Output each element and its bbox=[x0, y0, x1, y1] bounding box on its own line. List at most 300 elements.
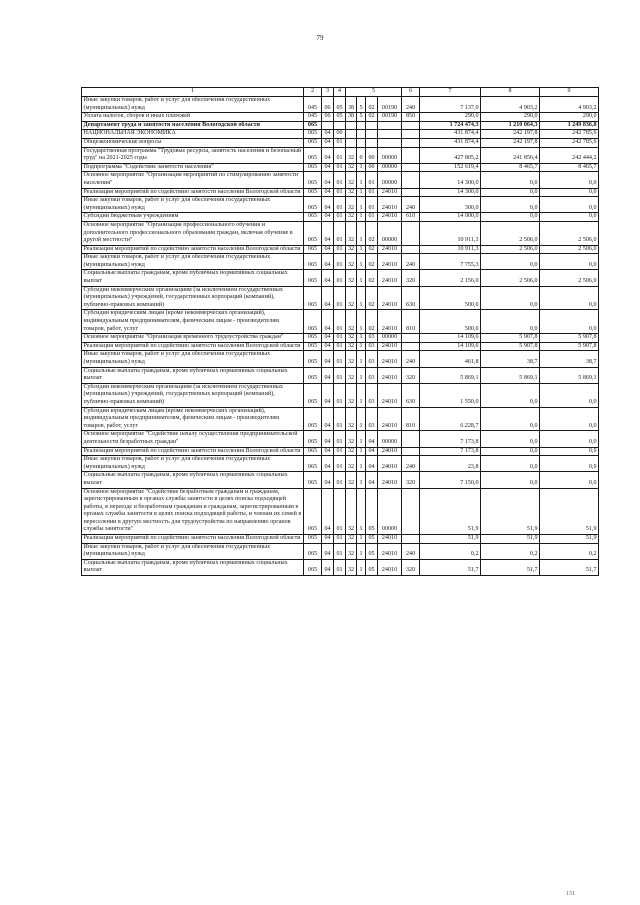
row-name: Субсидии юридическим лицам (кроме некоммерческих организаций), индивидуальным предпринимателям, физическим лицам - производителям товаров, работ, услуг bbox=[82, 310, 304, 334]
ved-code: 065 bbox=[304, 121, 322, 130]
target-event-code bbox=[366, 130, 378, 139]
target-event-code: 05 bbox=[366, 535, 378, 544]
target-event-code: 03 bbox=[366, 342, 378, 351]
section-code: 04 bbox=[322, 130, 334, 139]
amount-year-3: 5 869,1 bbox=[540, 367, 599, 383]
amount-year-3: 0,0 bbox=[540, 286, 599, 310]
ved-code: 065 bbox=[304, 221, 322, 245]
target-event-code: 02 bbox=[366, 286, 378, 310]
ved-code: 065 bbox=[304, 197, 322, 213]
header-col-5: 5 bbox=[346, 88, 402, 97]
target-direction-code: 24010 bbox=[378, 188, 402, 197]
section-code: 04 bbox=[322, 342, 334, 351]
section-code: 06 bbox=[322, 113, 334, 122]
table-row bbox=[82, 447, 599, 456]
amount-year-3: 242 444,2 bbox=[540, 147, 599, 163]
expense-type-code bbox=[402, 163, 420, 172]
target-subprogram-code: 1 bbox=[357, 286, 366, 310]
target-event-code: 01 bbox=[366, 197, 378, 213]
amount-year-3: 5 907,8 bbox=[540, 342, 599, 351]
target-direction-code: 24010 bbox=[378, 383, 402, 407]
target-direction-code: 24010 bbox=[378, 270, 402, 286]
amount-year-1: 51,7 bbox=[420, 559, 481, 575]
row-name: Социальные выплаты гражданам, кроме публичных нормативных социальных выплат bbox=[82, 472, 304, 488]
section-code: 04 bbox=[322, 367, 334, 383]
section-code: 04 bbox=[322, 213, 334, 222]
target-event-code: 04 bbox=[366, 472, 378, 488]
section-code: 04 bbox=[322, 351, 334, 367]
table-row bbox=[82, 163, 599, 172]
row-name: Иные закупки товаров, работ и услуг для обеспечения государственных (муниципальных) нужд bbox=[82, 456, 304, 472]
expense-type-code bbox=[402, 147, 420, 163]
row-name: Реализация мероприятий по содействию занятости населения Вологодской области bbox=[82, 245, 304, 254]
table-row bbox=[82, 334, 599, 343]
amount-year-1: 6 228,7 bbox=[420, 407, 481, 431]
target-program-code: 32 bbox=[346, 270, 357, 286]
amount-year-2: 0,0 bbox=[481, 213, 540, 222]
amount-year-3: 0,2 bbox=[540, 543, 599, 559]
target-subprogram-code bbox=[357, 130, 366, 139]
target-program-code bbox=[346, 138, 357, 147]
target-subprogram-code: 1 bbox=[357, 367, 366, 383]
amount-year-1: 14 000,0 bbox=[420, 213, 481, 222]
section-code: 04 bbox=[322, 188, 334, 197]
expense-type-code: 810 bbox=[402, 407, 420, 431]
ved-code: 065 bbox=[304, 254, 322, 270]
row-name: Реализация мероприятий по содействию занятости населения Вологодской области bbox=[82, 447, 304, 456]
subsection-code: 01 bbox=[334, 559, 346, 575]
ved-code: 065 bbox=[304, 188, 322, 197]
row-name: Социальные выплаты гражданам, кроме публичных нормативных социальных выплат bbox=[82, 559, 304, 575]
amount-year-1: 500,0 bbox=[420, 286, 481, 310]
target-direction-code: 24010 bbox=[378, 472, 402, 488]
table-row bbox=[82, 188, 599, 197]
section-code: 04 bbox=[322, 488, 334, 535]
target-event-code: 05 bbox=[366, 559, 378, 575]
section-code: 04 bbox=[322, 334, 334, 343]
amount-year-1: 461,8 bbox=[420, 351, 481, 367]
section-code: 04 bbox=[322, 197, 334, 213]
target-subprogram-code: 1 bbox=[357, 334, 366, 343]
table-row bbox=[82, 270, 599, 286]
target-event-code: 02 bbox=[366, 270, 378, 286]
amount-year-3: 0,0 bbox=[540, 383, 599, 407]
row-name: Социальные выплаты гражданам, кроме публичных нормативных социальных выплат bbox=[82, 270, 304, 286]
target-subprogram-code: 1 bbox=[357, 456, 366, 472]
target-event-code: 01 bbox=[366, 213, 378, 222]
section-code: 04 bbox=[322, 472, 334, 488]
target-program-code: 32 bbox=[346, 147, 357, 163]
ved-code: 065 bbox=[304, 163, 322, 172]
amount-year-3: 242 785,6 bbox=[540, 130, 599, 139]
amount-year-1: 290,0 bbox=[420, 113, 481, 122]
target-subprogram-code: 1 bbox=[357, 488, 366, 535]
section-code: 04 bbox=[322, 447, 334, 456]
target-event-code: 05 bbox=[366, 543, 378, 559]
table-row bbox=[82, 147, 599, 163]
target-event-code: 01 bbox=[366, 188, 378, 197]
amount-year-2: 0,0 bbox=[481, 188, 540, 197]
table-row bbox=[82, 383, 599, 407]
row-name: Иные закупки товаров, работ и услуг для обеспечения государственных (муниципальных) нужд bbox=[82, 197, 304, 213]
amount-year-3: 0,0 bbox=[540, 407, 599, 431]
amount-year-1: 1 550,0 bbox=[420, 383, 481, 407]
table-row bbox=[82, 286, 599, 310]
amount-year-1: 7 150,0 bbox=[420, 472, 481, 488]
target-subprogram-code: 1 bbox=[357, 254, 366, 270]
target-direction-code: 24010 bbox=[378, 310, 402, 334]
table-row bbox=[82, 488, 599, 535]
target-subprogram-code: 1 bbox=[357, 245, 366, 254]
expense-type-code: 320 bbox=[402, 270, 420, 286]
table-row bbox=[82, 130, 599, 139]
amount-year-1: 5 869,1 bbox=[420, 367, 481, 383]
subsection-code: 01 bbox=[334, 431, 346, 447]
amount-year-3: 0,0 bbox=[540, 456, 599, 472]
amount-year-3: 51,7 bbox=[540, 559, 599, 575]
amount-year-3: 2 506,0 bbox=[540, 245, 599, 254]
subsection-code: 05 bbox=[334, 97, 346, 113]
amount-year-1: 14 300,0 bbox=[420, 188, 481, 197]
target-event-code: 04 bbox=[366, 447, 378, 456]
target-subprogram-code: 0 bbox=[357, 147, 366, 163]
target-subprogram-code bbox=[357, 138, 366, 147]
amount-year-1: 14 300,0 bbox=[420, 172, 481, 188]
target-direction-code: 00000 bbox=[378, 163, 402, 172]
amount-year-2: 5 869,1 bbox=[481, 367, 540, 383]
amount-year-1: 51,9 bbox=[420, 535, 481, 544]
section-code: 04 bbox=[322, 147, 334, 163]
amount-year-1: 152 619,4 bbox=[420, 163, 481, 172]
amount-year-2: 8 465,7 bbox=[481, 163, 540, 172]
ved-code: 065 bbox=[304, 270, 322, 286]
row-name: Основное мероприятие "Организация профессионального обучения и дополнительного профессионального образования граждан, включая обучение в другой местности" bbox=[82, 221, 304, 245]
amount-year-2: 2 506,0 bbox=[481, 221, 540, 245]
row-name: Реализация мероприятий по содействию занятости населения Вологодской области bbox=[82, 535, 304, 544]
amount-year-3: 38,7 bbox=[540, 351, 599, 367]
ved-code: 065 bbox=[304, 535, 322, 544]
target-event-code: 02 bbox=[366, 245, 378, 254]
expense-type-code bbox=[402, 188, 420, 197]
ved-code: 065 bbox=[304, 245, 322, 254]
amount-year-3: 2 506,0 bbox=[540, 270, 599, 286]
amount-year-1: 300,0 bbox=[420, 197, 481, 213]
subsection-code: 01 bbox=[334, 334, 346, 343]
corner-mark: 131 bbox=[566, 891, 575, 897]
ved-code: 065 bbox=[304, 559, 322, 575]
table-row bbox=[82, 342, 599, 351]
subsection-code: 01 bbox=[334, 535, 346, 544]
ved-code: 065 bbox=[304, 172, 322, 188]
table-row bbox=[82, 245, 599, 254]
amount-year-1: 14 109,6 bbox=[420, 334, 481, 343]
target-program-code: 32 bbox=[346, 221, 357, 245]
row-name: Основное мероприятие "Содействие безработным гражданам и гражданам, зарегистрированным в органах службы занятости в целях поиска подходящей работы, в переезде и безработным гражданам и гражданам, зарегистрированным в органах службы занятости в целях поиска подходящей работы, и членам их семей в переселении в другую местность для трудоустройства по направлению органов службы занятости" bbox=[82, 488, 304, 535]
target-direction-code: 24010 bbox=[378, 407, 402, 431]
amount-year-2: 5 907,8 bbox=[481, 334, 540, 343]
amount-year-1: 7 137,0 bbox=[420, 97, 481, 113]
expense-type-code bbox=[402, 535, 420, 544]
row-name: Субсидии юридическим лицам (кроме некоммерческих организаций), индивидуальным предпринимателям, физическим лицам - производителям товаров, работ, услуг bbox=[82, 407, 304, 431]
row-name: Департамент труда и занятости населения Вологодской области bbox=[82, 121, 304, 130]
target-direction-code bbox=[378, 130, 402, 139]
target-subprogram-code: 1 bbox=[357, 383, 366, 407]
amount-year-3: 0,0 bbox=[540, 213, 599, 222]
target-subprogram-code: 1 bbox=[357, 270, 366, 286]
header-col-9: 9 bbox=[540, 88, 599, 97]
target-program-code: 38 bbox=[346, 97, 357, 113]
row-name: Подпрограмма "Содействие занятости населения" bbox=[82, 163, 304, 172]
table-row bbox=[82, 113, 599, 122]
target-subprogram-code: 5 bbox=[357, 113, 366, 122]
section-code: 04 bbox=[322, 172, 334, 188]
amount-year-2: 2 506,0 bbox=[481, 245, 540, 254]
table-row bbox=[82, 407, 599, 431]
target-program-code: 32 bbox=[346, 213, 357, 222]
target-program-code: 32 bbox=[346, 163, 357, 172]
target-program-code: 32 bbox=[346, 488, 357, 535]
row-name: Субсидии бюджетным учреждениям bbox=[82, 213, 304, 222]
section-code: 04 bbox=[322, 245, 334, 254]
amount-year-1: 7 755,3 bbox=[420, 254, 481, 270]
target-event-code bbox=[366, 138, 378, 147]
amount-year-2: 2 506,0 bbox=[481, 270, 540, 286]
target-direction-code: 24010 bbox=[378, 286, 402, 310]
ved-code: 065 bbox=[304, 488, 322, 535]
row-name: Основное мероприятие "Организация мероприятий по стимулированию занятости населения" bbox=[82, 172, 304, 188]
row-name: Субсидии некоммерческим организациям (за исключением государственных (муниципальных) учреждений, государственных корпораций (компаний), публично-правовых компаний) bbox=[82, 383, 304, 407]
target-direction-code: 00190 bbox=[378, 97, 402, 113]
amount-year-2: 38,7 bbox=[481, 351, 540, 367]
amount-year-2: 5 907,8 bbox=[481, 342, 540, 351]
target-direction-code bbox=[378, 138, 402, 147]
subsection-code: 05 bbox=[334, 113, 346, 122]
expense-type-code: 240 bbox=[402, 197, 420, 213]
ved-code: 065 bbox=[304, 286, 322, 310]
expense-type-code: 630 bbox=[402, 286, 420, 310]
amount-year-2: 0,0 bbox=[481, 447, 540, 456]
amount-year-2: 0,0 bbox=[481, 310, 540, 334]
target-event-code: 02 bbox=[366, 310, 378, 334]
ved-code: 065 bbox=[304, 138, 322, 147]
amount-year-1: 10 911,3 bbox=[420, 245, 481, 254]
expense-type-code: 630 bbox=[402, 383, 420, 407]
amount-year-1: 10 911,3 bbox=[420, 221, 481, 245]
ved-code: 065 bbox=[304, 472, 322, 488]
header-col-2: 2 bbox=[304, 88, 322, 97]
amount-year-2: 0,0 bbox=[481, 472, 540, 488]
target-event-code: 02 bbox=[366, 113, 378, 122]
table-row bbox=[82, 310, 599, 334]
target-event-code: 02 bbox=[366, 254, 378, 270]
amount-year-3: 51,9 bbox=[540, 488, 599, 535]
amount-year-1: 7 173,8 bbox=[420, 431, 481, 447]
section-code: 04 bbox=[322, 383, 334, 407]
target-program-code: 32 bbox=[346, 245, 357, 254]
target-program-code: 32 bbox=[346, 334, 357, 343]
amount-year-2: 0,0 bbox=[481, 172, 540, 188]
expense-type-code: 320 bbox=[402, 559, 420, 575]
table-row bbox=[82, 221, 599, 245]
section-code: 04 bbox=[322, 543, 334, 559]
amount-year-2: 0,0 bbox=[481, 197, 540, 213]
amount-year-3: 5 907,8 bbox=[540, 334, 599, 343]
target-program-code: 32 bbox=[346, 431, 357, 447]
section-code: 04 bbox=[322, 559, 334, 575]
amount-year-2: 1 210 064,3 bbox=[481, 121, 540, 130]
target-event-code: 05 bbox=[366, 488, 378, 535]
amount-year-2: 290,0 bbox=[481, 113, 540, 122]
target-program-code bbox=[346, 130, 357, 139]
table-row bbox=[82, 351, 599, 367]
target-subprogram-code: 1 bbox=[357, 407, 366, 431]
amount-year-1: 431 874,4 bbox=[420, 130, 481, 139]
expense-type-code: 320 bbox=[402, 367, 420, 383]
table-row bbox=[82, 431, 599, 447]
target-event-code: 03 bbox=[366, 407, 378, 431]
table-row bbox=[82, 559, 599, 575]
row-name: Социальные выплаты гражданам, кроме публичных нормативных социальных выплат bbox=[82, 367, 304, 383]
subsection-code: 01 bbox=[334, 407, 346, 431]
amount-year-2: 0,0 bbox=[481, 286, 540, 310]
target-direction-code: 24010 bbox=[378, 447, 402, 456]
amount-year-2: 0,2 bbox=[481, 543, 540, 559]
target-program-code: 32 bbox=[346, 456, 357, 472]
target-event-code: 01 bbox=[366, 172, 378, 188]
amount-year-2: 242 197,8 bbox=[481, 130, 540, 139]
amount-year-1: 51,9 bbox=[420, 488, 481, 535]
ved-code: 065 bbox=[304, 310, 322, 334]
target-subprogram-code: 1 bbox=[357, 310, 366, 334]
target-program-code: 32 bbox=[346, 172, 357, 188]
ved-code: 065 bbox=[304, 456, 322, 472]
target-event-code bbox=[366, 121, 378, 130]
target-subprogram-code: 1 bbox=[357, 213, 366, 222]
section-code: 04 bbox=[322, 431, 334, 447]
target-program-code: 32 bbox=[346, 254, 357, 270]
row-name: Иные закупки товаров, работ и услуг для обеспечения государственных (муниципальных) нужд bbox=[82, 254, 304, 270]
amount-year-3: 0,0 bbox=[540, 310, 599, 334]
amount-year-3: 290,0 bbox=[540, 113, 599, 122]
target-program-code: 32 bbox=[346, 310, 357, 334]
amount-year-1: 431 874,4 bbox=[420, 138, 481, 147]
expense-type-code bbox=[402, 488, 420, 535]
amount-year-3: 242 785,6 bbox=[540, 138, 599, 147]
ved-code: 065 bbox=[304, 342, 322, 351]
subsection-code: 01 bbox=[334, 488, 346, 535]
ved-code: 065 bbox=[304, 407, 322, 431]
header-col-6: 6 bbox=[402, 88, 420, 97]
target-program-code: 38 bbox=[346, 113, 357, 122]
target-program-code: 32 bbox=[346, 383, 357, 407]
section-code: 04 bbox=[322, 163, 334, 172]
subsection-code: 01 bbox=[334, 383, 346, 407]
table-body bbox=[82, 97, 599, 576]
target-subprogram-code: 1 bbox=[357, 221, 366, 245]
section-code: 04 bbox=[322, 535, 334, 544]
subsection-code: 01 bbox=[334, 351, 346, 367]
expense-type-code bbox=[402, 172, 420, 188]
ved-code: 045 bbox=[304, 113, 322, 122]
subsection-code: 01 bbox=[334, 367, 346, 383]
ved-code: 065 bbox=[304, 431, 322, 447]
section-code: 04 bbox=[322, 138, 334, 147]
target-program-code bbox=[346, 121, 357, 130]
amount-year-1: 23,8 bbox=[420, 456, 481, 472]
target-program-code: 32 bbox=[346, 351, 357, 367]
table-row bbox=[82, 254, 599, 270]
target-direction-code: 24010 bbox=[378, 559, 402, 575]
target-subprogram-code: 1 bbox=[357, 559, 366, 575]
amount-year-2: 51,9 bbox=[481, 488, 540, 535]
amount-year-3: 2 506,0 bbox=[540, 221, 599, 245]
target-program-code: 32 bbox=[346, 559, 357, 575]
target-direction-code: 00190 bbox=[378, 113, 402, 122]
row-name: Основное мероприятие "Содействие началу осуществления предпринимательской деятельности безработных граждан" bbox=[82, 431, 304, 447]
expense-type-code bbox=[402, 245, 420, 254]
amount-year-1: 0,2 bbox=[420, 543, 481, 559]
budget-table bbox=[81, 87, 599, 576]
expense-type-code: 240 bbox=[402, 254, 420, 270]
target-direction-code: 24010 bbox=[378, 456, 402, 472]
target-program-code: 32 bbox=[346, 407, 357, 431]
amount-year-2: 242 197,8 bbox=[481, 138, 540, 147]
expense-type-code bbox=[402, 221, 420, 245]
ved-code: 065 bbox=[304, 351, 322, 367]
expense-type-code bbox=[402, 138, 420, 147]
row-name: Уплата налогов, сборов и иных платежей bbox=[82, 113, 304, 122]
subsection-code: 01 bbox=[334, 342, 346, 351]
amount-year-3: 0,0 bbox=[540, 197, 599, 213]
expense-type-code bbox=[402, 431, 420, 447]
expense-type-code: 320 bbox=[402, 472, 420, 488]
subsection-code: 01 bbox=[334, 188, 346, 197]
section-code: 04 bbox=[322, 456, 334, 472]
target-subprogram-code: 1 bbox=[357, 342, 366, 351]
amount-year-3: 0,0 bbox=[540, 431, 599, 447]
target-event-code: 00 bbox=[366, 163, 378, 172]
amount-year-2: 0,0 bbox=[481, 383, 540, 407]
row-name: Иные закупки товаров, работ и услуг для обеспечения государственных (муниципальных) нужд bbox=[82, 351, 304, 367]
expense-type-code bbox=[402, 121, 420, 130]
amount-year-2: 0,0 bbox=[481, 407, 540, 431]
subsection-code: 01 bbox=[334, 543, 346, 559]
target-direction-code: 00000 bbox=[378, 147, 402, 163]
row-name: Реализация мероприятий по содействию занятости населения Вологодской области bbox=[82, 342, 304, 351]
amount-year-2: 241 856,4 bbox=[481, 147, 540, 163]
expense-type-code bbox=[402, 342, 420, 351]
amount-year-3: 0,0 bbox=[540, 172, 599, 188]
ved-code: 065 bbox=[304, 367, 322, 383]
table-row bbox=[82, 213, 599, 222]
target-program-code: 32 bbox=[346, 188, 357, 197]
amount-year-3: 0,0 bbox=[540, 188, 599, 197]
header-col-3: 3 bbox=[322, 88, 334, 97]
table-row bbox=[82, 535, 599, 544]
ved-code: 045 bbox=[304, 97, 322, 113]
expense-type-code: 240 bbox=[402, 97, 420, 113]
ved-code: 065 bbox=[304, 147, 322, 163]
header-col-4: 4 bbox=[334, 88, 346, 97]
table-row bbox=[82, 456, 599, 472]
target-subprogram-code bbox=[357, 121, 366, 130]
target-event-code: 04 bbox=[366, 456, 378, 472]
target-program-code: 32 bbox=[346, 286, 357, 310]
target-direction-code: 24010 bbox=[378, 351, 402, 367]
amount-year-2: 51,9 bbox=[481, 535, 540, 544]
target-event-code: 00 bbox=[366, 147, 378, 163]
amount-year-3: 0,0 bbox=[540, 447, 599, 456]
